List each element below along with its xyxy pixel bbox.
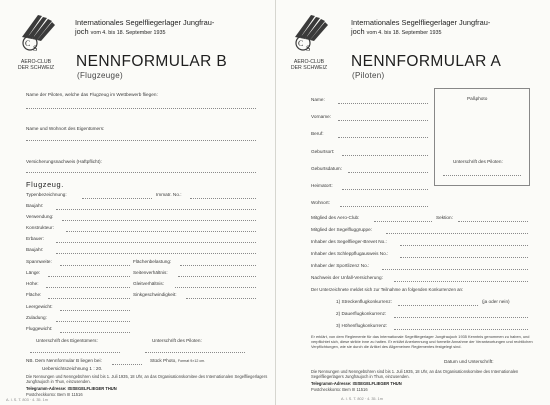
telegram-address: Telegramm-Adresse: ISISEGELFLIEGER THUN xyxy=(311,381,402,386)
year-field[interactable] xyxy=(56,253,256,254)
photo-signature-label: Unterschrift des Piloten: xyxy=(453,159,503,164)
print-mark: A. I. S. T. 802 · 4. 35. 1m xyxy=(341,397,383,401)
span-field[interactable] xyxy=(60,265,130,266)
yes-no-note: (ja oder nein) xyxy=(482,299,510,304)
postcheck-account: Postcheckkonto: Bern III 11516 xyxy=(26,392,83,397)
date-signature-label: Datum und Unterschrift: xyxy=(444,359,494,364)
designer-field[interactable] xyxy=(66,231,256,232)
nb-drawing: Uebersichtszeichnung 1 : 20. xyxy=(42,366,103,371)
birthdate-label: Geburtsdatum: xyxy=(311,166,343,171)
page-title: NENNFORMULAR A xyxy=(351,53,502,70)
birthdate-field[interactable] xyxy=(348,172,428,173)
length-label: Länge: xyxy=(26,270,41,275)
weight-field[interactable] xyxy=(60,332,130,333)
type-field[interactable] xyxy=(82,198,152,199)
sport-license-field[interactable] xyxy=(382,269,528,270)
photo-label: Paßphoto xyxy=(467,96,488,101)
glider-group-field[interactable] xyxy=(386,233,528,234)
nb-photo: Stück Photo, Format 9×12 cm. xyxy=(150,358,206,363)
aspect-field[interactable] xyxy=(178,276,256,277)
builder-label: Erbauer: xyxy=(26,236,44,241)
glider-group-label: Mitglied der Segelfluggruppe: xyxy=(311,227,372,232)
type-label: Typenbezeichnung: xyxy=(26,192,67,197)
nb-attachments: NB. Dem Nennformular B liegen bei: xyxy=(26,358,102,363)
altitude-competition-field[interactable] xyxy=(394,329,528,330)
glide-label: Gleitverhältnis: xyxy=(133,281,165,286)
glider-brevet-field[interactable] xyxy=(400,245,528,246)
aero-club-logo xyxy=(16,13,56,57)
svg-text:S: S xyxy=(33,44,38,53)
birthplace-field[interactable] xyxy=(342,155,428,156)
event-header: Internationales Segelfliegerlager Jungfrau- joch vom 4. bis 18. September 1935 xyxy=(75,18,215,37)
svg-text:S: S xyxy=(306,44,311,53)
postcheck-account: Postcheckkonto: Bern III 11516 xyxy=(311,387,368,392)
payload-field[interactable] xyxy=(56,321,130,322)
tow-license-label: Inhaber des Schleppflugausweis No.: xyxy=(311,251,389,256)
hometown-field[interactable] xyxy=(342,189,428,190)
insurance-field[interactable] xyxy=(26,172,256,173)
duration-competition-field[interactable] xyxy=(394,317,528,318)
altitude-competition-label: 3) Höhenflugkonkurrenz: xyxy=(336,323,388,328)
weight-label: Fluggewicht: xyxy=(26,326,53,331)
year-label: Baujahr: xyxy=(26,247,44,252)
built-field[interactable] xyxy=(56,209,256,210)
height-label: Höhe: xyxy=(26,281,39,286)
residence-label: Wohnort: xyxy=(311,200,330,205)
area-load-label: Flächenbelastung: xyxy=(133,259,172,264)
builder-field[interactable] xyxy=(56,242,256,243)
immat-field[interactable] xyxy=(190,198,256,199)
sink-label: Sinkgeschwindigkeit: xyxy=(133,292,177,297)
birthplace-label: Geburtsort: xyxy=(311,149,335,154)
submission-note: Die Nennungen und Nenngebühren sind bis 1. Juli 1935, 18 Uhr, an das Organisationskomitee des Internationalen Segelfliegerlagers Jungfraujoch in Thun, einzusenden. xyxy=(311,369,519,380)
page-subtitle: (Piloten) xyxy=(352,71,385,80)
club-name: AERO-CLUB DER SCHWEIZ xyxy=(17,59,55,72)
pilot-signature-label: Unterschrift des Piloten: xyxy=(152,338,202,343)
wingarea-label: Fläche: xyxy=(26,292,42,297)
use-label: Verwendung: xyxy=(26,214,54,219)
designer-label: Konstrukteur: xyxy=(26,225,54,230)
form-a-page xyxy=(275,0,550,405)
distance-competition-field[interactable] xyxy=(398,305,478,306)
club-name: AERO-CLUB DER SCHWEIZ xyxy=(290,59,328,72)
firstname-field[interactable] xyxy=(338,120,428,121)
passport-photo-box[interactable] xyxy=(434,88,530,186)
section-aircraft: Flugzeug. xyxy=(26,180,64,189)
sektion-label: Sektion: xyxy=(436,215,453,220)
owner-label: Name und Wohnort des Eigentümers: xyxy=(26,126,105,131)
length-field[interactable] xyxy=(48,276,130,277)
sektion-field[interactable] xyxy=(458,221,528,222)
pilot-names-label: Name der Piloten, welche das Flugzeug im Wettbewerb fliegen: xyxy=(26,92,158,97)
area-load-field[interactable] xyxy=(180,265,256,266)
height-field[interactable] xyxy=(46,287,130,288)
empty-weight-field[interactable] xyxy=(60,310,130,311)
name-label: Name: xyxy=(311,97,325,102)
pilot-signature-field[interactable] xyxy=(145,352,245,353)
accident-insurance-label: Nachweis der Unfall-Versicherung: xyxy=(311,275,383,280)
sport-license-label: Inhaber der Sportlizenz No.: xyxy=(311,263,370,268)
tow-license-field[interactable] xyxy=(400,257,528,258)
photo-signature-field[interactable] xyxy=(443,175,521,176)
accident-insurance-field[interactable] xyxy=(394,281,528,282)
pilot-names-field[interactable] xyxy=(26,108,256,109)
aspect-label: Seitenverhältnis: xyxy=(133,270,168,275)
owner-signature-label: Unterschrift des Eigentümers: xyxy=(36,338,98,343)
insurance-label: Versicherungsnachweis (Haftpflicht): xyxy=(26,159,102,164)
use-field[interactable] xyxy=(62,220,256,221)
page-subtitle: (Flugzeuge) xyxy=(77,71,123,80)
event-header: Internationales Segelfliegerlager Jungfrau- joch vom 4. bis 18. September 1935 xyxy=(351,18,491,37)
residence-field[interactable] xyxy=(340,206,428,207)
print-mark: A. I. S. T. 803 · 4. 35. 1m xyxy=(6,398,48,402)
svg-text:C: C xyxy=(25,39,31,48)
aeroclub-member-field[interactable] xyxy=(374,221,432,222)
submission-note: Die Nennungen und Nenngebühren sind bis 1. Juli 1935, 18 Uhr, an das Organisationskomitee des Internationalen Segelfliegerlagers Jungfraujoch in Thun, einzusenden. xyxy=(26,374,268,385)
empty-weight-label: Leergewicht: xyxy=(26,304,53,309)
profession-label: Beruf: xyxy=(311,131,324,136)
payload-label: Zuladung: xyxy=(26,315,47,320)
telegram-address: Telegramm-Adresse: ISISEGELFLIEGER THUN xyxy=(26,386,117,391)
firstname-label: Vorname: xyxy=(311,114,332,119)
glide-field[interactable] xyxy=(175,287,256,288)
hometown-label: Heimatort: xyxy=(311,183,333,188)
aero-club-logo xyxy=(289,13,329,57)
wingarea-field[interactable] xyxy=(48,298,130,299)
duration-competition-label: 2) Dauerflugkonkurrenz: xyxy=(336,311,387,316)
declaration-text: Er erklärt, von dem Reglemente für das Internationale Segelfliegerlager Jungfraujoch 1935 Kenntnis genommen zu haben, und verpflichtet sich, diese strikte inne zu halten. Er erklärt Anerkennung und formelle Annahme der Verantwortungen und rechtlichen Verpflichtungen, wie sie durch die Artikel des Allgemeinen Reglementes festgelegt sind. xyxy=(311,334,533,349)
immat-label: Immatr. No.: xyxy=(156,192,182,197)
distance-competition-label: 1) Streckenflugkonkurrenz: xyxy=(336,299,393,304)
span-label: Spannweite: xyxy=(26,259,52,264)
photo-count-field[interactable] xyxy=(112,364,142,365)
competitions-intro: Der Unterzeichnete meldet sich zur Teilnahme an folgenden Konkurrenzen an: xyxy=(311,287,464,292)
profession-field[interactable] xyxy=(338,137,428,138)
page-title: NENNFORMULAR B xyxy=(76,53,228,70)
sink-field[interactable] xyxy=(186,298,256,299)
built-label: Baujahr: xyxy=(26,203,44,208)
owner-signature-field[interactable] xyxy=(30,352,120,353)
aeroclub-member-label: Mitglied des Aero-Club: xyxy=(311,215,360,220)
name-field[interactable] xyxy=(338,103,428,104)
owner-field[interactable] xyxy=(26,140,256,141)
svg-text:C: C xyxy=(298,39,304,48)
glider-brevet-label: Inhaber des Segelflieger-Brevet No.: xyxy=(311,239,387,244)
